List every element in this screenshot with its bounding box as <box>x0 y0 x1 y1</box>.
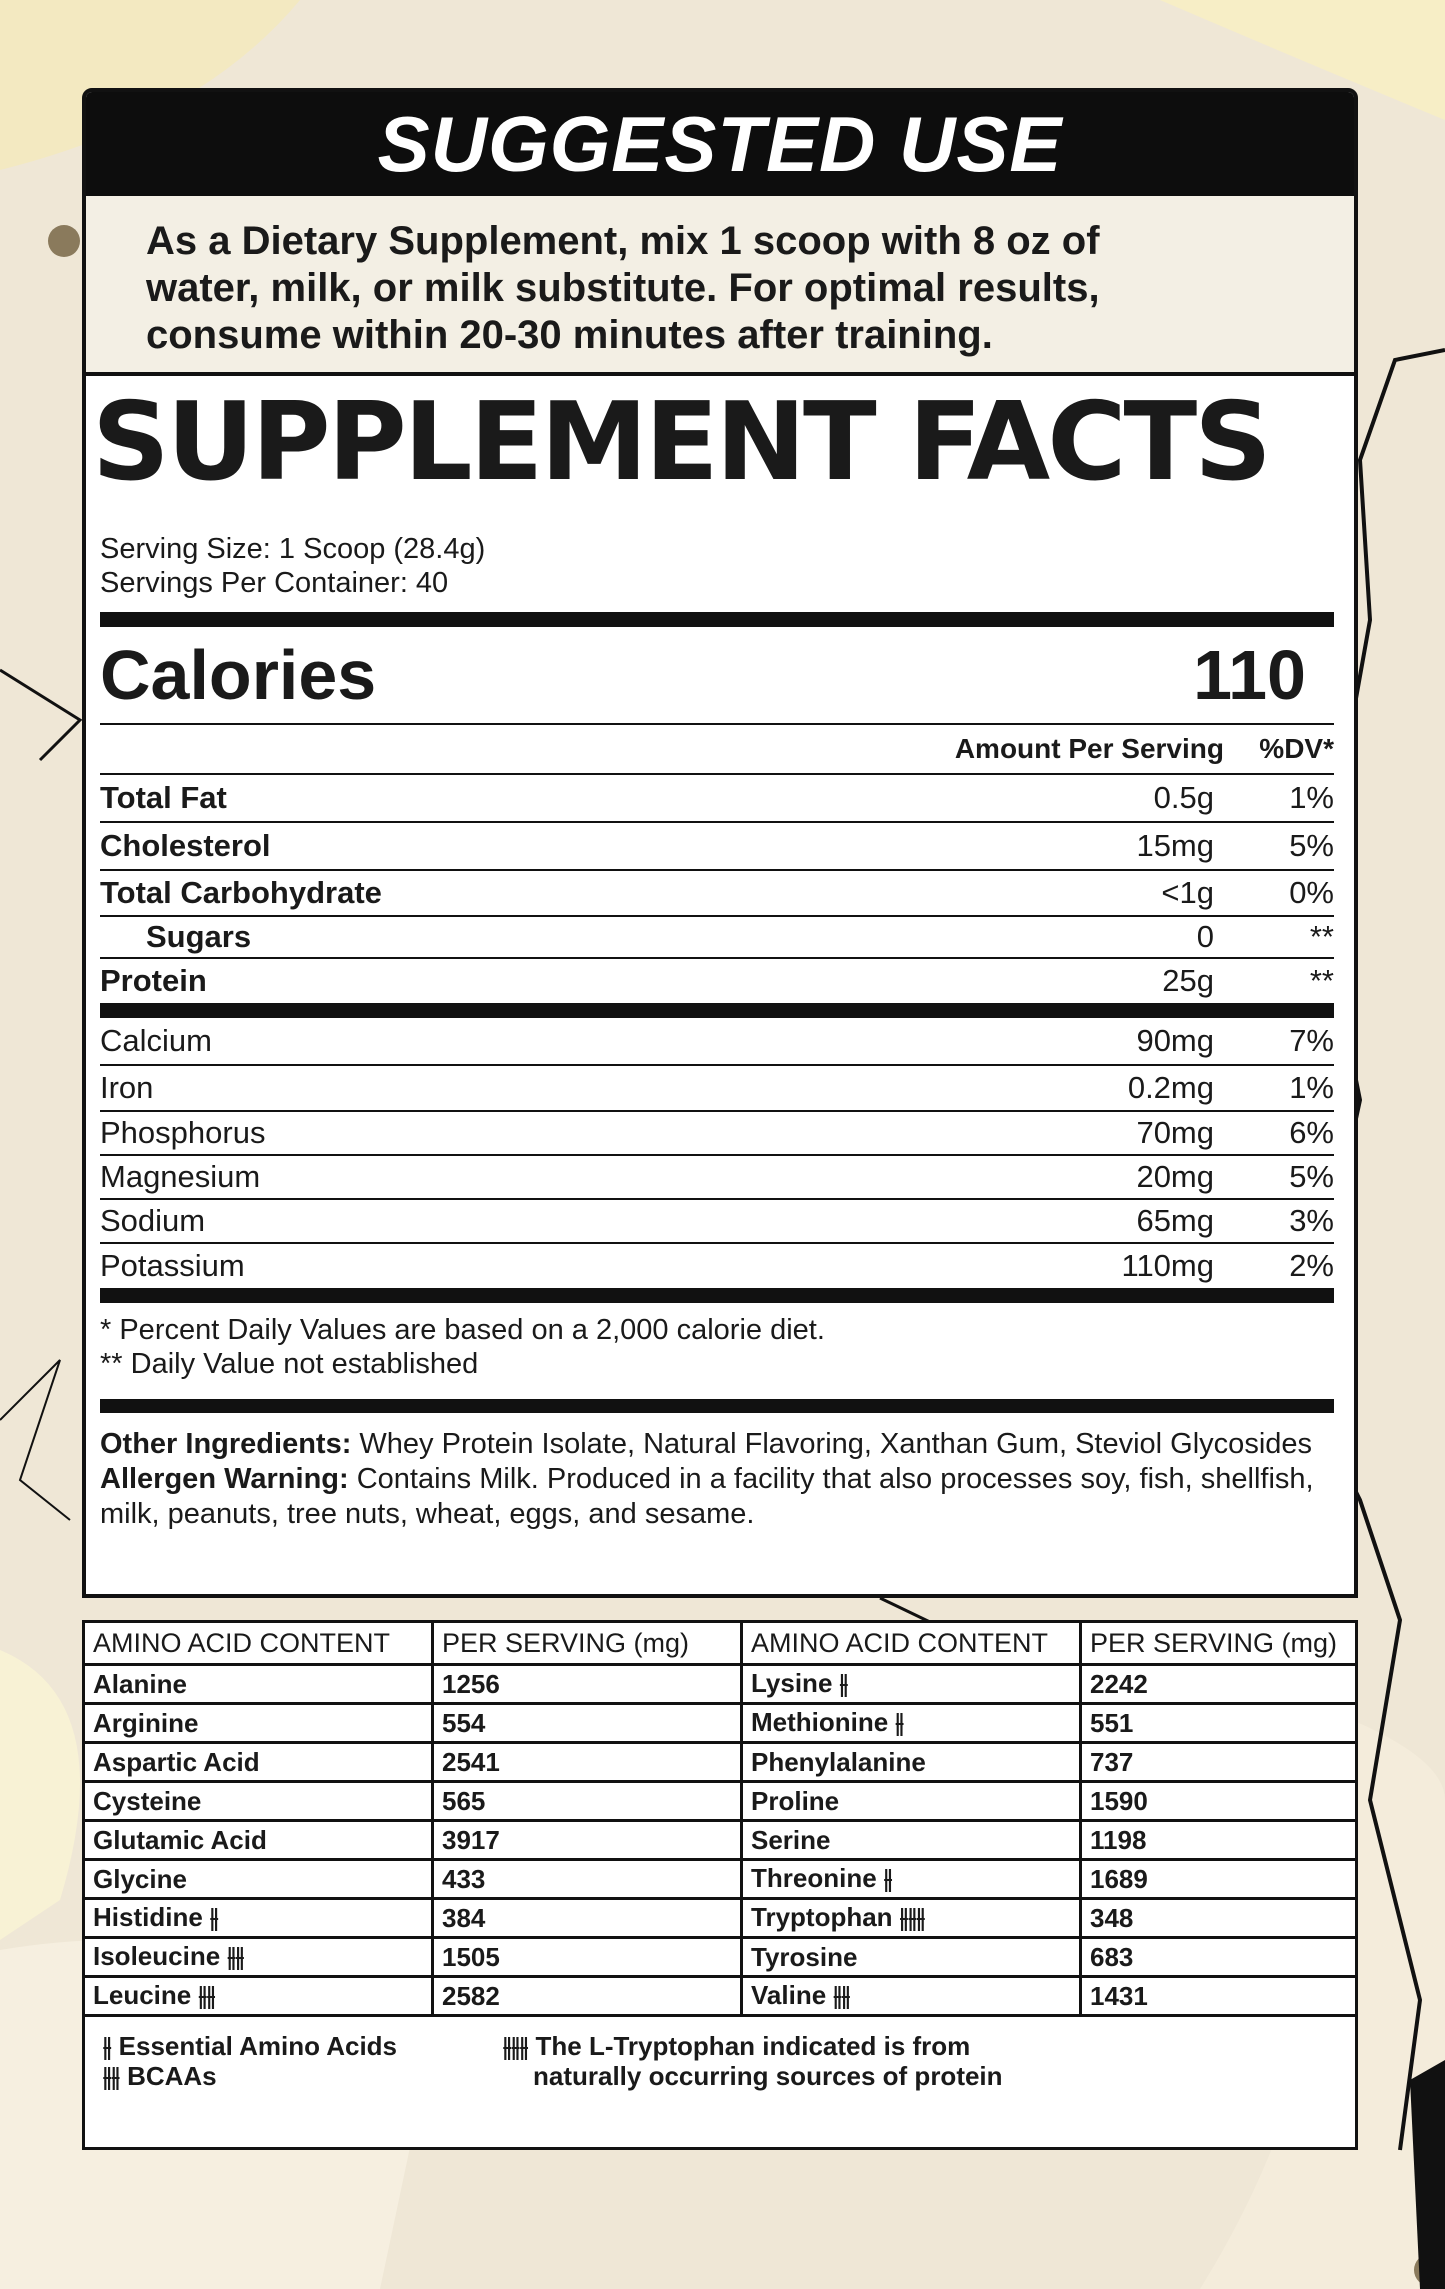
amino-acid-name: Proline <box>742 1782 1081 1821</box>
servings-per-container: Servings Per Container: 40 <box>100 567 449 599</box>
nutrient-amount: 70mg <box>1136 1115 1214 1150</box>
amino-acid-amount: 1590 <box>1081 1782 1356 1821</box>
nutrient-row <box>100 1244 1334 1288</box>
amino-acid-name: Cysteine <box>85 1782 433 1821</box>
footnote-dv: * Percent Daily Values are based on a 2,000 calorie diet. <box>100 1314 825 1346</box>
calories-row <box>100 627 1334 723</box>
amino-acid-name: Threonine ⫲ <box>742 1860 1081 1899</box>
amino-acid-amount: 3917 <box>433 1821 742 1860</box>
nutrient-dv: ** <box>1309 919 1334 954</box>
amino-acid-amount: 565 <box>433 1782 742 1821</box>
legend-essential: ⫲ Essential Amino Acids <box>103 2031 398 2061</box>
amino-acid-name: Arginine <box>85 1704 433 1743</box>
nutrient-dv: 6% <box>1289 1115 1334 1150</box>
amino-row <box>85 1704 1355 1743</box>
supplement-facts-panel <box>100 532 1334 1532</box>
suggested-use-line: consume within 20-30 minutes after training. <box>146 313 993 357</box>
nutrient-dv: 5% <box>1289 1159 1334 1194</box>
nutrient-row <box>100 1018 1334 1064</box>
amino-acid-amount: 348 <box>1081 1899 1356 1938</box>
nutrient-amount: 0.5g <box>1153 780 1214 815</box>
nutrient-dv: 1% <box>1289 780 1334 815</box>
amino-acid-amount: 737 <box>1081 1743 1356 1782</box>
divider-thick <box>100 1399 1334 1413</box>
nutrient-amount: <1g <box>1161 875 1214 910</box>
nutrient-name: Total Carbohydrate <box>100 875 382 910</box>
divider-thick <box>100 1003 1334 1018</box>
amino-acid-name: Phenylalanine <box>742 1743 1081 1782</box>
nutrient-row <box>100 1200 1334 1242</box>
nutrient-row <box>100 1066 1334 1110</box>
nutrient-name: Magnesium <box>100 1159 261 1194</box>
amino-acid-amount: 1689 <box>1081 1860 1356 1899</box>
amino-acid-amount: 1198 <box>1081 1821 1356 1860</box>
nutrient-dv: 0% <box>1289 875 1334 910</box>
nutrient-name: Sodium <box>100 1203 206 1238</box>
nutrient-row <box>100 775 1334 821</box>
amino-acid-name: Glutamic Acid <box>85 1821 433 1860</box>
amino-row <box>85 1821 1355 1860</box>
amino-acid-amount: 433 <box>433 1860 742 1899</box>
legend-tryptophan: ⫲⫲⫲ The L-Tryptophan indicated is from <box>503 2031 971 2061</box>
amino-acid-amount: 1256 <box>433 1665 742 1704</box>
amino-acid-name: Histidine ⫲ <box>85 1899 433 1938</box>
other-ingredients-text: Whey Protein Isolate, Natural Flavoring, Xanthan Gum, Steviol Glycosides <box>351 1428 1313 1460</box>
calories-value: 110 <box>1193 636 1306 714</box>
nutrient-dv: 5% <box>1289 828 1334 863</box>
amino-acid-amount: 683 <box>1081 1938 1356 1977</box>
amino-legend <box>85 2017 1355 2091</box>
amino-acid-amount: 2242 <box>1081 1665 1356 1704</box>
allergen-warning <box>100 1462 1334 1532</box>
nutrient-amount: 90mg <box>1136 1023 1214 1058</box>
amino-row <box>85 1782 1355 1821</box>
amino-acid-amount: 384 <box>433 1899 742 1938</box>
allergen-label: Allergen Warning: <box>100 1463 349 1495</box>
nutrient-amount: 0.2mg <box>1127 1070 1214 1105</box>
nutrient-row <box>100 871 1334 915</box>
nutrient-amount: 25g <box>1162 963 1214 998</box>
nutrient-dv: 1% <box>1289 1070 1334 1105</box>
nutrient-row <box>100 1112 1334 1154</box>
other-ingredients-label: Other Ingredients: <box>100 1428 352 1460</box>
amino-acid-amount: 1505 <box>433 1938 742 1977</box>
amino-header-serving: PER SERVING (mg) <box>433 1623 742 1665</box>
amino-header-name: AMINO ACID CONTENT <box>742 1623 1081 1665</box>
amino-row <box>85 1977 1355 2016</box>
amino-acid-name: Tryptophan ⫲⫲⫲ <box>742 1899 1081 1938</box>
nutrient-amount: 15mg <box>1136 828 1214 863</box>
legend-tryptophan-cont: naturally occurring sources of protein <box>533 2061 1003 2091</box>
amino-acid-name: Alanine <box>85 1665 433 1704</box>
suggested-use-line: As a Dietary Supplement, mix 1 scoop with 8 oz of <box>146 219 1100 263</box>
supplement-facts-title: SUPPLEMENT FACTS <box>92 380 1269 505</box>
mineral-list <box>100 1018 1334 1288</box>
nutrient-dv: 7% <box>1289 1023 1334 1058</box>
nutrient-dv: 2% <box>1289 1248 1334 1283</box>
amino-acid-name: Tyrosine <box>742 1938 1081 1977</box>
nutrient-amount: 20mg <box>1136 1159 1214 1194</box>
nutrient-name: Cholesterol <box>100 828 271 863</box>
footnote-not-established: ** Daily Value not established <box>100 1348 479 1380</box>
calories-label: Calories <box>100 636 377 714</box>
dv-header: %DV* <box>1259 733 1334 764</box>
amino-acid-name: Isoleucine ⫲⫲ <box>85 1938 433 1977</box>
nutrient-name: Iron <box>100 1070 154 1105</box>
amino-acid-panel <box>82 1620 1358 2150</box>
nutrient-amount: 65mg <box>1136 1203 1214 1238</box>
amino-acid-amount: 2582 <box>433 1977 742 2016</box>
legend-bcaa: ⫲⫲ BCAAs <box>103 2061 217 2091</box>
amino-header-serving: PER SERVING (mg) <box>1081 1623 1356 1665</box>
amino-acid-name: Lysine ⫲ <box>742 1665 1081 1704</box>
other-ingredients <box>100 1427 1334 1462</box>
nutrient-amount: 0 <box>1196 919 1214 954</box>
amino-acid-amount: 554 <box>433 1704 742 1743</box>
amount-header: Amount Per Serving <box>954 733 1224 764</box>
amino-acid-amount: 551 <box>1081 1704 1356 1743</box>
amino-acid-name: Aspartic Acid <box>85 1743 433 1782</box>
suggested-use-title: SUGGESTED USE <box>86 92 1354 196</box>
nutrient-row <box>100 917 1334 957</box>
amino-row <box>85 1665 1355 1704</box>
amino-acid-name: Valine ⫲⫲ <box>742 1977 1081 2016</box>
amino-row <box>85 1938 1355 1977</box>
amino-acid-name: Leucine ⫲⫲ <box>85 1977 433 2016</box>
amino-acid-name: Serine <box>742 1821 1081 1860</box>
footnotes <box>100 1313 1334 1381</box>
column-header-row <box>100 725 1334 773</box>
nutrient-name: Sugars <box>146 919 252 954</box>
amino-acid-name: Methionine ⫲ <box>742 1704 1081 1743</box>
amino-header-name: AMINO ACID CONTENT <box>85 1623 433 1665</box>
nutrient-row <box>100 959 1334 1003</box>
nutrient-row <box>100 823 1334 869</box>
nutrient-name: Protein <box>100 963 207 998</box>
amino-row <box>85 1899 1355 1938</box>
nutrient-dv: 3% <box>1289 1203 1334 1238</box>
suggested-use-line: water, milk, or milk substitute. For optimal results, <box>146 266 1100 310</box>
serving-info <box>100 532 1334 600</box>
amino-row <box>85 1743 1355 1782</box>
nutrient-dv: ** <box>1309 963 1334 998</box>
nutrient-name: Calcium <box>100 1023 212 1058</box>
nutrient-name: Total Fat <box>100 780 227 815</box>
amino-acid-amount: 1431 <box>1081 1977 1356 2016</box>
amino-row <box>85 1860 1355 1899</box>
serving-size: Serving Size: 1 Scoop (28.4g) <box>100 533 486 565</box>
suggested-use-text <box>86 196 1354 376</box>
amino-header-row <box>85 1623 1355 1665</box>
divider-thick <box>100 612 1334 627</box>
nutrient-amount: 110mg <box>1121 1248 1214 1283</box>
supplement-label-card <box>82 88 1358 1598</box>
amino-acid-amount: 2541 <box>433 1743 742 1782</box>
nutrient-name: Phosphorus <box>100 1115 266 1150</box>
nutrient-name: Potassium <box>100 1248 245 1283</box>
macro-nutrient-list <box>100 775 1334 1003</box>
nutrient-row <box>100 1156 1334 1198</box>
allergen-text: Contains Milk. Produced in a facility that also processes soy, fish, shellfish, milk, peanuts, tree nuts, wheat, eggs, and sesame. <box>100 1463 1314 1530</box>
divider-thick <box>100 1288 1334 1303</box>
amino-acid-name: Glycine <box>85 1860 433 1899</box>
amino-acid-table <box>85 1623 1355 2017</box>
